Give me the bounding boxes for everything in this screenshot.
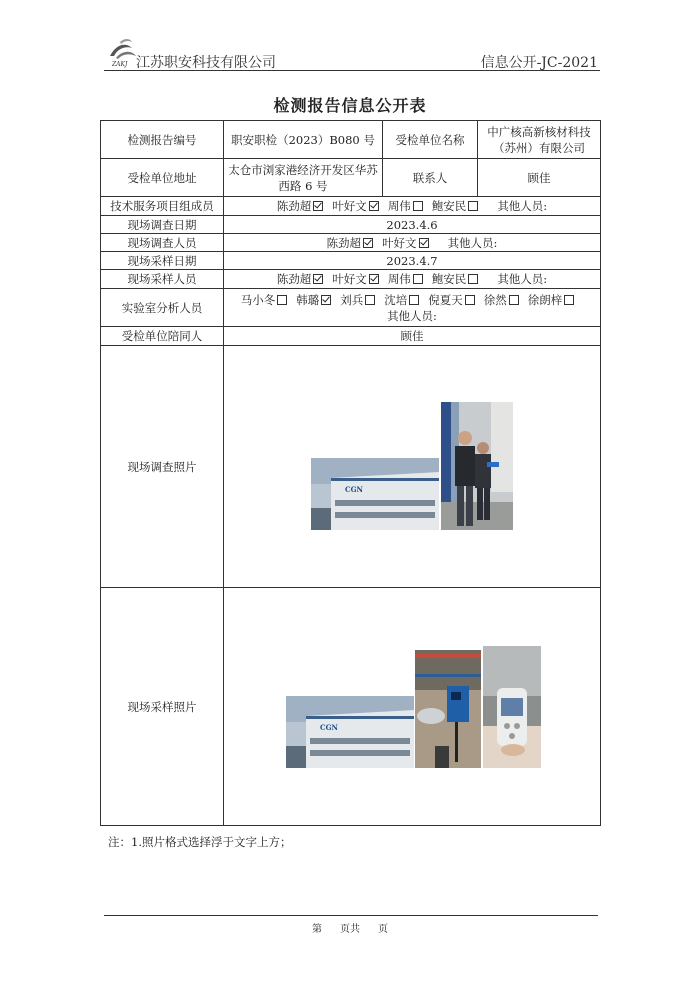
person-name: 周伟	[387, 199, 411, 213]
checked-checkbox-icon	[321, 295, 331, 305]
person-name: 沈培	[384, 292, 408, 307]
person-item	[241, 293, 291, 307]
checked-checkbox-icon	[313, 274, 323, 284]
lab-label: 实验室分析人员	[101, 289, 224, 327]
survey-photo-label: 现场调查照片	[101, 346, 224, 588]
person-name: 陈劲超	[326, 235, 362, 250]
table-row	[101, 216, 601, 234]
person-name: 马小冬	[240, 292, 276, 307]
unchecked-checkbox-icon	[465, 295, 475, 305]
info-table	[100, 120, 601, 826]
page-footer	[0, 920, 700, 935]
person-item	[327, 236, 377, 250]
unchecked-checkbox-icon	[413, 274, 423, 284]
survey-date-label: 现场调查日期	[101, 216, 224, 234]
person-item	[428, 293, 478, 307]
tech-team-label: 技术服务项目组成员	[101, 197, 224, 216]
footer-end: 页	[378, 924, 388, 935]
surveyors-label: 现场调查人员	[101, 234, 224, 252]
table-row	[101, 252, 601, 270]
others-label: 其他人员:	[497, 272, 548, 286]
sampling-date-label: 现场采样日期	[101, 252, 224, 270]
contact-value: 顾佳	[478, 159, 601, 197]
unchecked-checkbox-icon	[277, 295, 287, 305]
building-sign: CGN	[320, 723, 338, 732]
checked-checkbox-icon	[313, 201, 323, 211]
table-row	[101, 197, 601, 216]
footer-divider	[104, 915, 598, 916]
sampling-date-value: 2023.4.7	[224, 252, 601, 270]
person-name: 陈劲超	[276, 272, 312, 286]
table-row	[101, 121, 601, 159]
unchecked-checkbox-icon	[409, 295, 419, 305]
table-row	[101, 588, 601, 826]
sampling-photo-label: 现场采样照片	[101, 588, 224, 826]
footer-of: 页共	[340, 924, 360, 935]
contact-label: 联系人	[383, 159, 478, 197]
samplers-value	[224, 270, 601, 289]
person-name: 韩璐	[296, 292, 320, 307]
client-addr-value: 太仓市浏家港经济开发区华苏西路 6 号	[224, 159, 383, 197]
building-photo	[286, 696, 414, 768]
unchecked-checkbox-icon	[468, 201, 478, 211]
report-no-value: 职安职检（2023）B080 号	[224, 121, 383, 159]
unchecked-checkbox-icon	[365, 295, 375, 305]
person-item	[484, 293, 522, 307]
unchecked-checkbox-icon	[468, 274, 478, 284]
table-row	[101, 159, 601, 197]
report-no-label: 检测报告编号	[101, 121, 224, 159]
unchecked-checkbox-icon	[564, 295, 574, 305]
person-name: 周伟	[387, 272, 411, 286]
checked-checkbox-icon	[369, 201, 379, 211]
checked-checkbox-icon	[363, 238, 373, 248]
lab-value	[224, 289, 601, 327]
others-label: 其他人员:	[387, 308, 437, 323]
person-item	[277, 272, 327, 286]
person-name: 徐朗梓	[527, 292, 563, 307]
building-photo	[311, 458, 439, 530]
samplers-label: 现场采样人员	[101, 270, 224, 289]
page-title: 检测报告信息公开表	[273, 96, 427, 115]
table-row	[101, 289, 601, 327]
survey-date-value: 2023.4.6	[224, 216, 601, 234]
person-name: 刘兵	[340, 292, 364, 307]
person-item	[432, 199, 482, 213]
table-row	[101, 270, 601, 289]
surveyors-value	[224, 234, 601, 252]
client-name-value: 中广核高新核材科技（苏州）有限公司	[478, 121, 601, 159]
person-item	[332, 272, 382, 286]
checked-checkbox-icon	[369, 274, 379, 284]
header-divider	[104, 70, 600, 71]
unchecked-checkbox-icon	[413, 201, 423, 211]
person-name: 倪夏天	[428, 292, 463, 307]
survey-workers-photo	[441, 402, 513, 530]
unchecked-checkbox-icon	[509, 295, 519, 305]
person-item	[528, 293, 578, 307]
person-name: 鲍安民	[431, 272, 467, 286]
person-item	[384, 293, 422, 307]
table-row	[101, 346, 601, 588]
footnote: 注：1.照片格式选择浮于文字上方；	[108, 835, 292, 849]
page-header	[104, 34, 598, 70]
company-name: 江苏职安科技有限公司	[136, 55, 276, 71]
survey-photo-cell	[224, 346, 601, 588]
person-item	[277, 199, 327, 213]
person-name: 陈劲超	[276, 199, 312, 213]
person-item	[388, 272, 426, 286]
building-sign: CGN	[345, 485, 363, 494]
checked-checkbox-icon	[419, 238, 429, 248]
table-row	[101, 234, 601, 252]
person-name: 叶好文	[332, 272, 367, 286]
gas-detector-photo	[483, 646, 541, 768]
others-label: 其他人员:	[447, 235, 498, 250]
person-item	[296, 293, 334, 307]
client-addr-label: 受检单位地址	[101, 159, 224, 197]
table-row	[101, 327, 601, 346]
logo-wordmark: ZAKJ	[112, 61, 128, 68]
sampling-photo-cell	[224, 588, 601, 826]
client-name-label: 受检单位名称	[383, 121, 478, 159]
person-item	[432, 272, 482, 286]
others-label: 其他人员:	[497, 199, 548, 213]
person-item	[332, 199, 382, 213]
tech-team-value	[224, 197, 601, 216]
sampler-device-photo	[415, 650, 481, 768]
person-name: 叶好文	[332, 199, 367, 213]
person-name: 鲍安民	[431, 199, 467, 213]
escort-label: 受检单位陪同人	[101, 327, 224, 346]
person-name: 徐然	[483, 292, 507, 307]
company-logo	[106, 34, 140, 68]
person-item	[388, 199, 426, 213]
document-code: 信息公开-JC-2021	[480, 55, 598, 71]
person-item	[382, 236, 432, 250]
escort-value: 顾佳	[224, 327, 601, 346]
person-name: 叶好文	[382, 235, 417, 250]
footer-page: 第	[312, 924, 322, 935]
person-item	[340, 293, 378, 307]
